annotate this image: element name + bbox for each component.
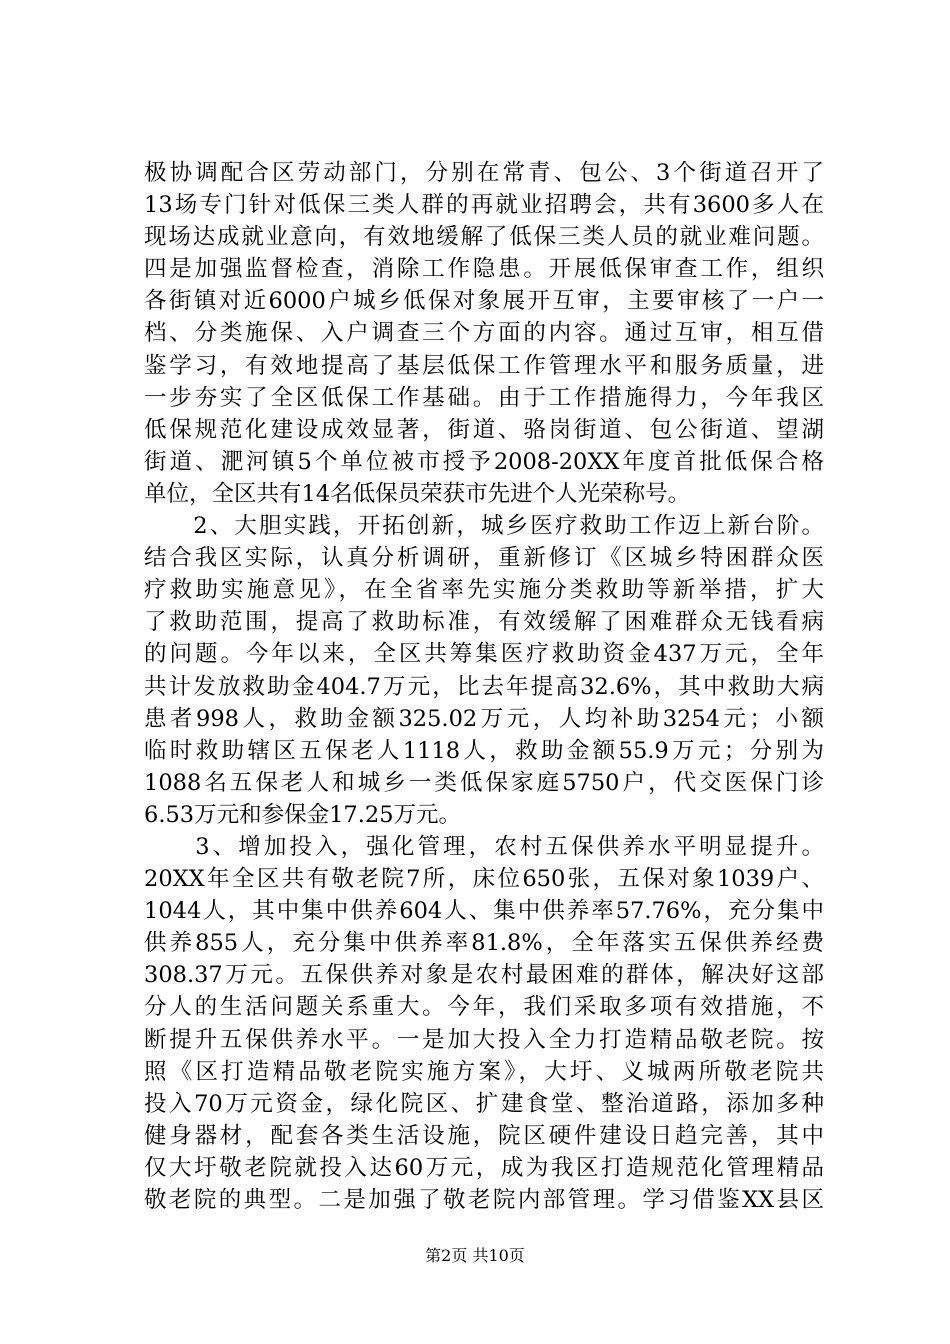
text-line: 1044人，其中集中供养604人、集中供养率57.76%，充分集中 <box>144 898 824 925</box>
text-line: 2、大胆实践，开拓创新，城乡医疗救助工作迈上新台阶。 <box>144 513 824 540</box>
text-line: 供养855人，充分集中供养率81.8%，全年落实五保供养经费 <box>144 930 824 957</box>
text-line: 四是加强监督检查，消除工作隐患。开展低保审查工作，组织 <box>144 256 824 283</box>
text-line: 疗救助实施意见》，在全省率先实施分类救助等新举措，扩大 <box>144 577 824 604</box>
body-text <box>144 157 824 1216</box>
text-line: 1088名五保老人和城乡一类低保家庭5750户，代交医保门诊 <box>144 769 824 796</box>
text-line: 街道、淝河镇5个单位被市授予2008-20XX年度首批低保合格 <box>144 448 824 475</box>
text-line: 3、增加投入，强化管理，农村五保供养水平明显提升。 <box>144 833 824 860</box>
text-line: 临时救助辖区五保老人1118人，救助金额55.9万元；分别为 <box>144 737 824 764</box>
text-line: 患者998人，救助金额325.02万元，人均补助3254元；小额 <box>144 705 824 732</box>
text-line: 极协调配合区劳动部门，分别在常青、包公、3个街道召开了 <box>144 160 824 186</box>
page-footer: 第2页 共10页 <box>425 1246 525 1265</box>
text-line: 结合我区实际，认真分析调研，重新修订《区城乡特困群众医 <box>144 545 824 572</box>
text-line: 现场达成就业意向，有效地缓解了低保三类人员的就业难问题。 <box>144 224 824 251</box>
text-line: 照《区打造精品敬老院实施方案》，大圩、义城两所敬老院共 <box>144 1058 824 1085</box>
text-line: 一步夯实了全区低保工作基础。由于工作措施得力，今年我区 <box>144 384 824 411</box>
text-line: 6.53万元和参保金17.25万元。 <box>144 801 462 828</box>
text-line: 各街镇对近6000户城乡低保对象展开互审，主要审核了一户一 <box>144 288 824 315</box>
text-line: 断提升五保供养水平。一是加大投入全力打造精品敬老院。按 <box>144 1026 824 1053</box>
text-line: 单位，全区共有14名低保员荣获市先进个人光荣称号。 <box>144 480 691 507</box>
text-line: 低保规范化建设成效显著，街道、骆岗街道、包公街道、望湖 <box>144 416 824 443</box>
text-line: 投入70万元资金，绿化院区、扩建食堂、整治道路，添加多种 <box>144 1090 824 1117</box>
text-line: 13场专门针对低保三类人群的再就业招聘会，共有3600多人在 <box>144 192 824 219</box>
text-line: 的问题。今年以来，全区共筹集医疗救助资金437万元，全年 <box>144 641 824 668</box>
text-line: 档、分类施保、入户调查三个方面的内容。通过互审，相互借 <box>144 320 824 347</box>
text-line: 308.37万元。五保供养对象是农村最困难的群体，解决好这部 <box>144 962 824 989</box>
text-line: 仅大圩敬老院就投入达60万元，成为我区打造规范化管理精品 <box>144 1154 824 1181</box>
text-line: 20XX年全区共有敬老院7所，床位650张，五保对象1039户、 <box>144 866 824 893</box>
text-line: 共计发放救助金404.7万元，比去年提高32.6%，其中救助大病 <box>144 673 824 700</box>
text-line: 了救助范围，提高了救助标准，有效缓解了困难群众无钱看病 <box>144 609 824 636</box>
text-line: 敬老院的典型。二是加强了敬老院内部管理。学习借鉴XX县区 <box>144 1187 824 1213</box>
text-line: 分人的生活问题关系重大。今年，我们采取多项有效措施，不 <box>144 994 824 1021</box>
text-line: 鉴学习，有效地提高了基层低保工作管理水平和服务质量，进 <box>144 352 824 379</box>
text-line: 健身器材，配套各类生活设施，院区硬件建设日趋完善，其中 <box>144 1122 824 1149</box>
